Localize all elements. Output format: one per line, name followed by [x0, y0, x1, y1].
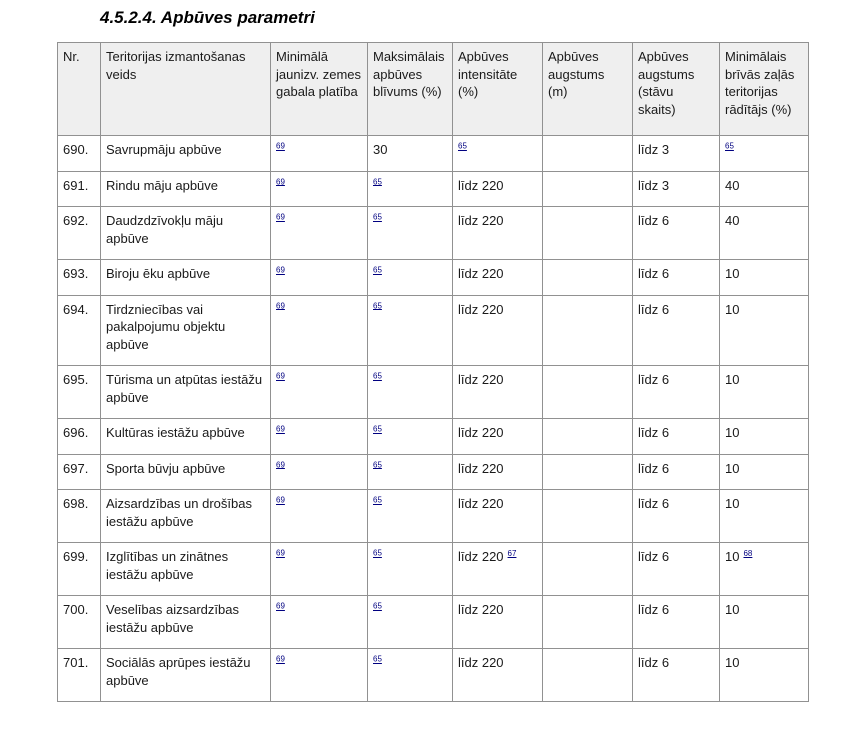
footnote-link[interactable]: 65: [373, 424, 382, 434]
table-cell: [368, 171, 453, 207]
table-cell: [633, 295, 720, 366]
table-cell: [58, 260, 101, 296]
footnote-link[interactable]: 69: [276, 495, 285, 505]
footnote-link[interactable]: 65: [373, 177, 382, 187]
footnote-link[interactable]: 65: [373, 212, 382, 222]
cell-text: līdz 6: [638, 425, 670, 440]
cell-text: līdz 220: [458, 177, 504, 193]
table-cell: [271, 366, 368, 419]
table-cell: [271, 543, 368, 596]
table-row: [58, 454, 809, 490]
table-cell: [271, 419, 368, 455]
table-cell: [453, 295, 543, 366]
table-cell: [453, 207, 543, 260]
footnote-link[interactable]: 69: [276, 177, 285, 187]
cell-text: līdz 220: [458, 549, 504, 564]
cell-text: līdz 6: [638, 266, 670, 281]
cell-text: 10: [725, 266, 740, 281]
footnote-link[interactable]: 67: [507, 548, 517, 558]
table-cell: [720, 295, 809, 366]
cell-text: līdz 220: [458, 460, 504, 476]
column-header-6: Apbūves augstums (stāvu skaits): [633, 43, 720, 136]
table-body: [58, 136, 809, 702]
cell-text: Rindu māju apbūve: [106, 177, 219, 193]
table-cell: [101, 136, 271, 172]
cell-text: līdz 220: [458, 266, 504, 281]
cell-text: 693.: [63, 266, 89, 281]
table-cell: [101, 295, 271, 366]
cell-text: Aizsardzības un drošības iestāžu apbūve: [106, 496, 252, 529]
table-cell: [543, 136, 633, 172]
cell-text: 10: [725, 496, 740, 511]
table-cell: [720, 490, 809, 543]
cell-text: 695.: [63, 372, 89, 387]
table-cell: [58, 171, 101, 207]
table-cell: [101, 596, 271, 649]
table-cell: [453, 136, 543, 172]
table-cell: [543, 366, 633, 419]
footnote-link[interactable]: 69: [276, 460, 285, 470]
footnote-link[interactable]: 65: [373, 265, 382, 275]
table-row: [58, 419, 809, 455]
table-cell: [543, 543, 633, 596]
footnote-link[interactable]: 69: [276, 141, 285, 151]
table-cell: [368, 490, 453, 543]
table-row: [58, 366, 809, 419]
column-header-0: Nr.: [58, 43, 101, 136]
table-cell: [720, 596, 809, 649]
cell-text: 10: [725, 425, 740, 440]
cell-text: līdz 6: [638, 549, 670, 564]
table-cell: [543, 295, 633, 366]
footnote-link[interactable]: 65: [373, 548, 382, 558]
cell-text: Tirdzniecības vai pakalpojumu objektu apbūve: [106, 301, 226, 352]
table-cell: [720, 419, 809, 455]
parameters-table: [57, 42, 809, 702]
table-row: [58, 171, 809, 207]
cell-text: 10: [725, 602, 740, 617]
table-cell: [633, 207, 720, 260]
column-header-4: Apbūves intensitāte (%): [453, 43, 543, 136]
cell-text: 694.: [63, 301, 89, 317]
table-cell: [720, 207, 809, 260]
cell-text: 40: [725, 177, 740, 193]
table-cell: [58, 136, 101, 172]
table-row: [58, 136, 809, 172]
table-cell: [633, 490, 720, 543]
table-cell: [543, 419, 633, 455]
table-cell: [720, 260, 809, 296]
cell-text: līdz 3: [638, 177, 670, 193]
cell-text: 701.: [63, 655, 89, 670]
footnote-link[interactable]: 65: [373, 495, 382, 505]
table-cell: [720, 136, 809, 172]
table-cell: [543, 260, 633, 296]
cell-text: 698.: [63, 496, 89, 511]
table-cell: [633, 543, 720, 596]
cell-text: līdz 3: [638, 142, 670, 157]
footnote-link[interactable]: 69: [276, 424, 285, 434]
cell-text: 10: [725, 372, 740, 387]
table-cell: [368, 260, 453, 296]
cell-text: līdz 220: [458, 496, 504, 511]
table-cell: [271, 295, 368, 366]
table-cell: [720, 366, 809, 419]
table-cell: [453, 171, 543, 207]
table-cell: [271, 596, 368, 649]
table-cell: [101, 490, 271, 543]
table-cell: [633, 366, 720, 419]
table-cell: [543, 649, 633, 702]
table-cell: [58, 596, 101, 649]
table-cell: [453, 419, 543, 455]
table-cell: [453, 454, 543, 490]
table-cell: [543, 490, 633, 543]
table-cell: [543, 207, 633, 260]
table-cell: [543, 596, 633, 649]
table-cell: [271, 207, 368, 260]
table-cell: [58, 207, 101, 260]
cell-text: Tūrisma un atpūtas iestāžu apbūve: [106, 372, 263, 405]
column-header-5: Apbūves augstums (m): [543, 43, 633, 136]
cell-text: Sporta būvju apbūve: [106, 460, 226, 476]
table-cell: [453, 490, 543, 543]
column-header-3: Maksimālais apbūves blīvums (%): [368, 43, 453, 136]
table-cell: [101, 171, 271, 207]
table-cell: [543, 454, 633, 490]
table-cell: [58, 454, 101, 490]
footnote-link[interactable]: 69: [276, 601, 285, 611]
table-cell: [368, 295, 453, 366]
cell-text: 10: [725, 655, 740, 670]
table-cell: [368, 543, 453, 596]
cell-text: līdz 220: [458, 425, 504, 440]
table-cell: [368, 419, 453, 455]
column-header-7: Minimālais brīvās zaļās teritorijas rādītājs (%): [720, 43, 809, 136]
footnote-link[interactable]: 65: [373, 601, 382, 611]
cell-text: līdz 6: [638, 213, 670, 228]
table-cell: [271, 136, 368, 172]
table-cell: [271, 454, 368, 490]
table-cell: [633, 136, 720, 172]
table-cell: [368, 596, 453, 649]
footnote-link[interactable]: 65: [725, 141, 734, 151]
table-row: [58, 260, 809, 296]
footnote-link[interactable]: 65: [373, 460, 382, 470]
footnote-link[interactable]: 65: [373, 654, 382, 664]
table-cell: [720, 171, 809, 207]
cell-text: 696.: [63, 425, 89, 440]
footnote-link[interactable]: 65: [373, 371, 382, 381]
table-header: [58, 43, 809, 136]
table-cell: [633, 171, 720, 207]
cell-text: līdz 6: [638, 602, 670, 617]
cell-text: 700.: [63, 602, 89, 617]
cell-text: līdz 220: [458, 655, 504, 670]
table-cell: [633, 260, 720, 296]
cell-text: līdz 220: [458, 301, 504, 317]
cell-text: 692.: [63, 213, 89, 228]
table-cell: [720, 649, 809, 702]
table-row: [58, 207, 809, 260]
table-cell: [453, 649, 543, 702]
cell-text: Kultūras iestāžu apbūve: [106, 425, 245, 440]
cell-text: 697.: [63, 460, 89, 476]
table-cell: [101, 260, 271, 296]
cell-text: 40: [725, 213, 740, 228]
table-cell: [368, 366, 453, 419]
cell-text: 30: [373, 142, 388, 157]
footnote-link[interactable]: 69: [276, 265, 285, 275]
cell-text: līdz 6: [638, 460, 670, 476]
table-cell: [271, 260, 368, 296]
footnote-link[interactable]: 69: [276, 301, 285, 311]
footnote-link[interactable]: 69: [276, 212, 285, 222]
table-row: [58, 490, 809, 543]
footnote-link[interactable]: 65: [373, 301, 382, 311]
table-cell: [58, 295, 101, 366]
column-header-1: Teritorijas izmantošanas veids: [101, 43, 271, 136]
footnote-link[interactable]: 65: [458, 141, 467, 151]
table-cell: [368, 649, 453, 702]
table-cell: [101, 454, 271, 490]
table-cell: [453, 596, 543, 649]
cell-text: līdz 6: [638, 655, 670, 670]
cell-text: 10: [725, 301, 740, 317]
table-cell: [453, 260, 543, 296]
section-heading: 4.5.2.4. Apbūves parametri: [100, 8, 315, 27]
table-cell: [543, 171, 633, 207]
cell-text: 690.: [63, 142, 89, 157]
table-cell: [101, 419, 271, 455]
cell-text: Veselības aizsardzības iestāžu apbūve: [106, 602, 239, 635]
cell-text: 691.: [63, 177, 89, 193]
table-cell: [58, 649, 101, 702]
cell-text: Izglītības un zinātnes iestāžu apbūve: [106, 549, 229, 582]
table-cell: [633, 454, 720, 490]
table-cell: [271, 171, 368, 207]
table-cell: [271, 490, 368, 543]
table-cell: [368, 136, 453, 172]
table-row: [58, 295, 809, 366]
footnote-link[interactable]: 69: [276, 654, 285, 664]
column-header-2: Minimālā jaunizv. zemes gabala platība: [271, 43, 368, 136]
header-row: [58, 43, 809, 136]
table-cell: [101, 543, 271, 596]
cell-text: līdz 220: [458, 213, 504, 228]
table-cell: [58, 366, 101, 419]
table-row: [58, 649, 809, 702]
table-cell: [58, 490, 101, 543]
table-cell: [368, 207, 453, 260]
table-cell: [271, 649, 368, 702]
table-row: [58, 543, 809, 596]
table-cell: [453, 366, 543, 419]
table-cell: [720, 543, 809, 596]
cell-text: Sociālās aprūpes iestāžu apbūve: [106, 655, 251, 688]
cell-text: līdz 6: [638, 301, 670, 317]
table-cell: [58, 419, 101, 455]
cell-text: līdz 220: [458, 372, 504, 387]
table-cell: [633, 649, 720, 702]
cell-text: līdz 220: [458, 602, 504, 617]
cell-text: Biroju ēku apbūve: [106, 266, 211, 281]
table-cell: [101, 366, 271, 419]
table-cell: [633, 596, 720, 649]
cell-text: Daudzdzīvokļu māju apbūve: [106, 213, 224, 246]
footnote-link[interactable]: 69: [276, 548, 285, 558]
cell-text: līdz 6: [638, 372, 670, 387]
cell-text: 10: [725, 460, 740, 476]
cell-text: Savrupmāju apbūve: [106, 142, 222, 157]
table-cell: [58, 543, 101, 596]
table-row: [58, 596, 809, 649]
footnote-link[interactable]: 68: [743, 548, 753, 558]
table-cell: [101, 207, 271, 260]
cell-text: 699.: [63, 549, 89, 564]
table-cell: [101, 649, 271, 702]
table-cell: [368, 454, 453, 490]
footnote-link[interactable]: 69: [276, 371, 285, 381]
cell-text: līdz 6: [638, 496, 670, 511]
cell-text: 10: [725, 549, 740, 564]
table-cell: [720, 454, 809, 490]
table-cell: [453, 543, 543, 596]
table-cell: [633, 419, 720, 455]
